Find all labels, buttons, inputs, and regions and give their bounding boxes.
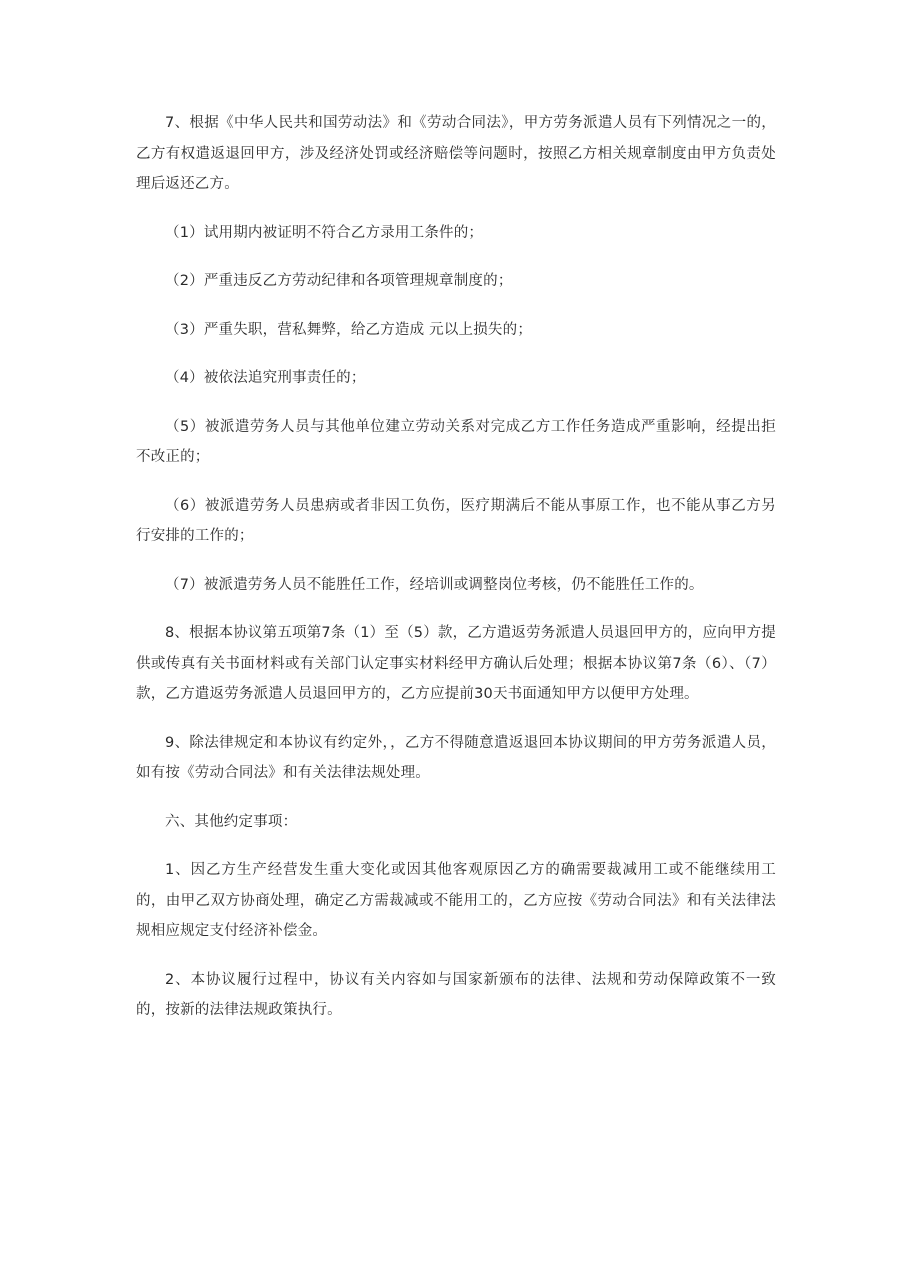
clause-8: 8、根据本协议第五项第7条（1）至（5）款，乙方遣返劳务派遣人员退回甲方的，应向甲方提供或传真有关书面材料或有关部门认定事实材料经甲方确认后处理；根据本协议第7条（6）、（7）款，乙方遣返劳务派遣人员退回甲方的，乙方应提前30天书面通知甲方以便甲方处理。 [136, 625, 776, 702]
clause-7: 7、根据《中华人民共和国劳动法》和《劳动合同法》，甲方劳务派遣人员有下列情况之一的，乙方有权遣返退回甲方，涉及经济处罚或经济赔偿等问题时，按照乙方相关规章制度由甲方负责处理后返还乙方。 [136, 115, 776, 192]
clause-7-item-3: （3）严重失职，营私舞弊，给乙方造成 元以上损失的； [165, 321, 533, 338]
clause-7-item-5: （5）被派遣劳务人员与其他单位建立劳动关系对完成乙方工作任务造成严重影响，经提出拒不改正的； [136, 418, 776, 465]
clause-9: 9、除法律规定和本协议有约定外，，乙方不得随意遣返退回本协议期间的甲方劳务派遣人员，如有按《劳动合同法》和有关法律法规处理。 [136, 734, 776, 781]
clause-7-item-7: （7）被派遣劳务人员不能胜任工作，经培训或调整岗位考核，仍不能胜任工作的。 [165, 576, 704, 593]
clause-7-item-1: （1）试用期内被证明不符合乙方录用工条件的； [165, 224, 484, 241]
section-6-clause-2: 2、本协议履行过程中，协议有关内容如与国家新颁布的法律、法规和劳动保障政策不一致的，按新的法律法规政策执行。 [136, 971, 776, 1018]
clause-7-item-6: （6）被派遣劳务人员患病或者非因工负伤，医疗期满后不能从事原工作，也不能从事乙方另行安排的工作的； [136, 497, 776, 544]
clause-7-item-4: （4）被依法追究刑事责任的； [165, 370, 366, 386]
section-6-clause-1: 1、因乙方生产经营发生重大变化或因其他客观原因乙方的确需要裁减用工或不能继续用工的，由甲乙双方协商处理，确定乙方需裁减或不能用工的，乙方应按《劳动合同法》和有关法律法规相应规定支付经济补偿金。 [136, 862, 776, 939]
document-body [136, 108, 776, 1044]
clause-7-item-2: （2）严重违反乙方劳动纪律和各项管理规章制度的； [165, 273, 513, 289]
section-heading-6: 六、其他约定事项： [165, 813, 298, 830]
